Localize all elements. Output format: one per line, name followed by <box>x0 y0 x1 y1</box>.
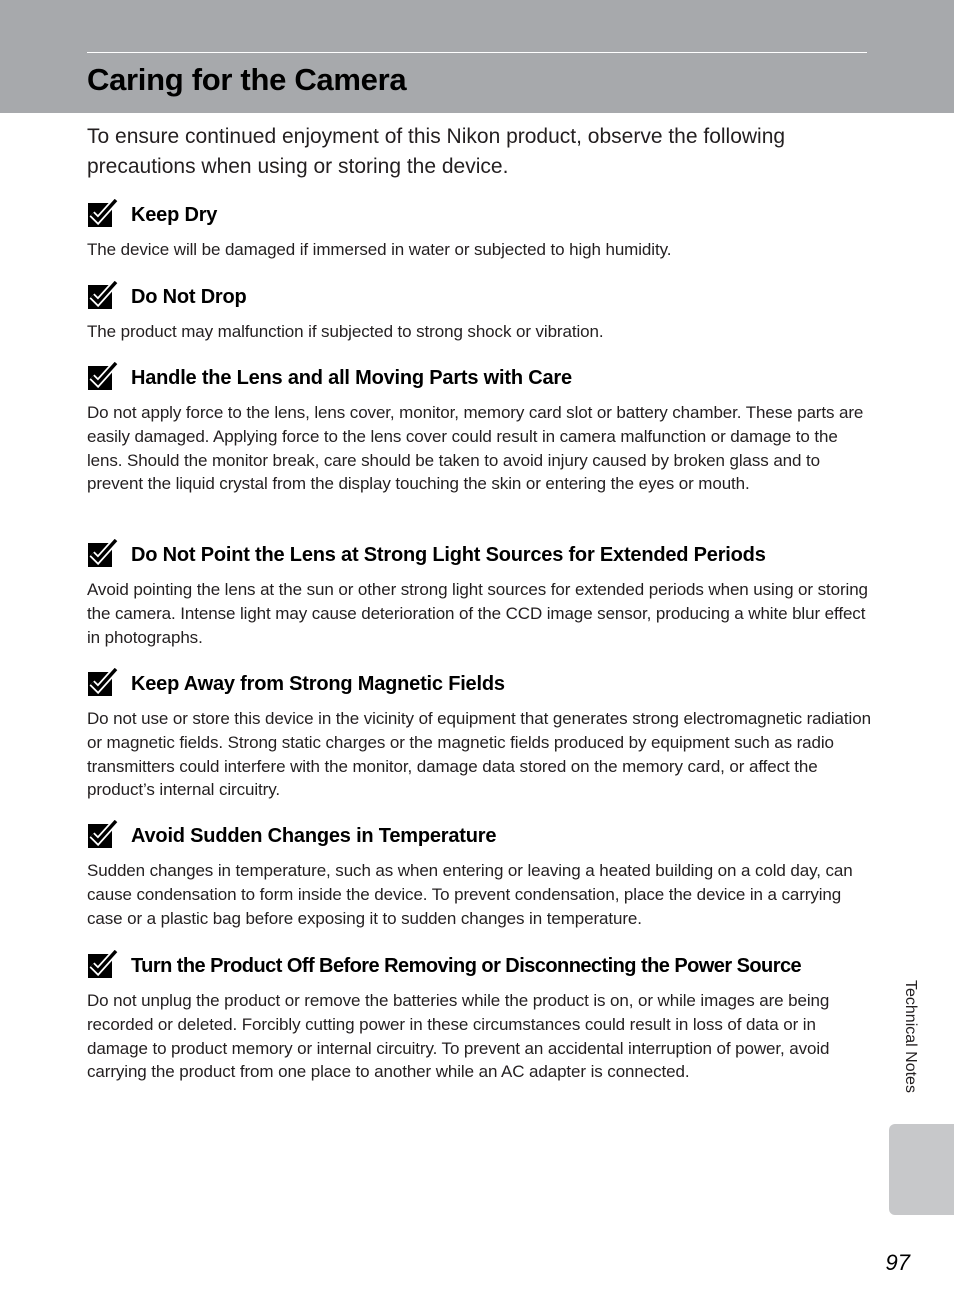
checkmark-box-icon <box>87 820 119 852</box>
checkmark-box-icon <box>87 199 119 231</box>
section-heading: Do Not Point the Lens at Strong Light Sources for Extended Periods <box>131 543 766 566</box>
checkmark-box-icon <box>87 281 119 313</box>
section-heading: Turn the Product Off Before Removing or Disconnecting the Power Source <box>131 954 802 977</box>
checkmark-box-icon <box>87 362 119 394</box>
page-title: Caring for the Camera <box>87 62 407 97</box>
section-body: The device will be damaged if immersed in water or subjected to high humidity. <box>87 240 672 259</box>
intro-paragraph: To ensure continued enjoyment of this Nikon product, observe the following precautions when using or storing the device. <box>87 125 786 178</box>
section-body: Do not apply force to the lens, lens cover, monitor, memory card slot or battery chamber. These parts are easily damaged. Applying force to the lens cover could result in camera malfunction or damage to the lens. Should the monitor break, care should be taken to avoid injury caused by broken glass and to prevent the liquid crystal from the display touching the skin or entering the eyes or mouth. <box>87 403 864 494</box>
section-strong-light <box>87 538 877 649</box>
section-heading: Keep Dry <box>131 203 218 226</box>
section-heading: Keep Away from Strong Magnetic Fields <box>131 672 505 695</box>
checkmark-box-icon <box>87 668 119 700</box>
section-body: Do not use or store this device in the vicinity of equipment that generates strong electromagnetic radiation or magnetic fields. Strong static charges or the magnetic fields produced by equipment such as radio transmitters could interfere with the monitor, damage data stored on the memory card, or affect the product’s internal circuitry. <box>87 709 871 800</box>
section-body: The product may malfunction if subjected to strong shock or vibration. <box>87 322 604 341</box>
section-heading: Handle the Lens and all Moving Parts with Care <box>131 366 572 389</box>
section-temperature <box>87 819 877 930</box>
section-handle-lens <box>87 361 877 496</box>
section-heading: Avoid Sudden Changes in Temperature <box>131 824 497 847</box>
checkmark-box-icon <box>87 539 119 571</box>
side-section-label: Technical Notes <box>902 980 919 1093</box>
section-do-not-drop <box>87 280 877 344</box>
section-heading: Do Not Drop <box>131 285 247 308</box>
section-keep-dry <box>87 198 877 262</box>
section-body: Avoid pointing the lens at the sun or other strong light sources for extended periods when using or storing the camera. Intense light may cause deterioration of the CCD image sensor, producing a white blur effect in photographs. <box>87 580 868 647</box>
section-body: Sudden changes in temperature, such as when entering or leaving a heated building on a cold day, can cause condensation to form inside the device. To prevent condensation, place the device in a carrying case or a plastic bag before exposing it to sudden changes in temperature. <box>87 861 853 928</box>
section-body: Do not unplug the product or remove the batteries while the product is on, or while images are being recorded or deleted. Forcibly cutting power in these circumstances could result in loss of data or in damage to product memory or internal circuitry. To prevent an accidental interruption of power, avoid carrying the product from one place to another while an AC adapter is connected. <box>87 991 830 1082</box>
checkmark-box-icon <box>87 950 119 982</box>
page-number: 97 <box>885 1250 910 1275</box>
section-power-source <box>87 949 877 1084</box>
header-rule <box>87 52 867 53</box>
side-thumb-tab <box>889 1124 954 1215</box>
section-magnetic-fields <box>87 667 877 802</box>
